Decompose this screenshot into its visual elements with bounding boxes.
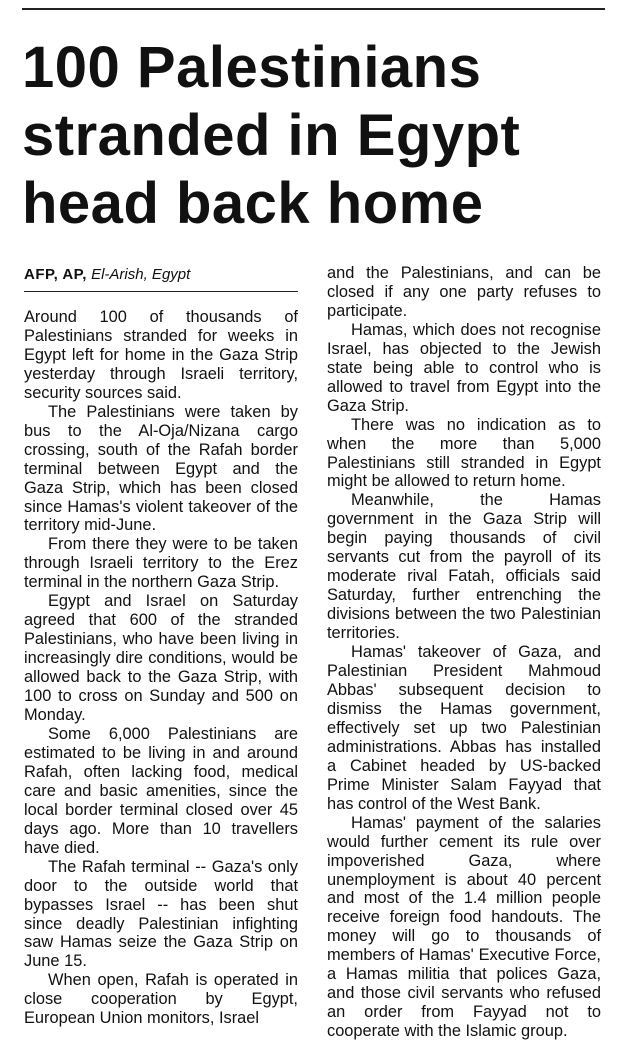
article-paragraph: Hamas, which does not recognise Israel, has objected to the Jewish state being able to control who is allowed to travel from Egypt into the Gaza Strip.: [327, 320, 601, 415]
article-paragraph: From there they were to be taken through Israeli territory to the Erez terminal in the northern Gaza Strip.: [24, 535, 298, 592]
byline-agencies: AFP, AP,: [24, 266, 87, 283]
headline-line-1: 100 Palestinians: [22, 35, 482, 100]
right-column: [327, 264, 601, 1041]
article-paragraph: Hamas' payment of the salaries would further cement its rule over impoverished Gaza, where unemployment is about 40 percent and most of the 1.4 million people receive foreign food handouts. The money will go to thousands of members of Hamas' Executive Force, a Hamas militia that polices Gaza, and those civil servants who refused an order from Fayyad not to cooperate with the Islamic group.: [327, 813, 601, 1041]
article-paragraph: Around 100 of thousands of Palestinians stranded for weeks in Egypt left for home in the Gaza Strip yesterday through Israeli territory, security sources said.: [24, 308, 298, 402]
article-paragraph: and the Palestinians, and can be closed if any one party refuses to participate.: [327, 264, 601, 320]
article-paragraph: Some 6,000 Palestinians are estimated to be living in and around Rafah, often lacking food, medical care and basic amenities, since the local border terminal closed over 45 days ago. More than 10 travellers have died.: [24, 724, 298, 857]
article-paragraph: There was no indication as to when the more than 5,000 Palestinians still stranded in Egypt might be allowed to return home.: [327, 415, 601, 491]
headline: [22, 34, 612, 238]
byline-location: El-Arish, Egypt: [91, 266, 191, 283]
top-rule: [22, 8, 605, 10]
article-paragraph: Meanwhile, the Hamas government in the Gaza Strip will begin paying thousands of civil servants cut from the payroll of its moderate rival Fatah, officials said Saturday, further entrenching the divisions between the two Palestinian territories.: [327, 491, 601, 643]
left-column: [24, 264, 298, 1028]
article-paragraph: The Rafah terminal -- Gaza's only door to the outside world that bypasses Israel -- has been shut since deadly Palestinian infighting saw Hamas seize the Gaza Strip on June 15.: [24, 857, 298, 971]
headline-line-3: head back home: [22, 171, 484, 236]
headline-line-2: stranded in Egypt: [22, 103, 521, 168]
article-paragraph: Hamas' takeover of Gaza, and Palestinian President Mahmoud Abbas' subsequent decision to dismiss the Hamas government, effectively set up two Palestinian administrations. Abbas has installed a Cabinet headed by US-backed Prime Minister Salam Fayyad that has control of the West Bank.: [327, 643, 601, 813]
article-paragraph: Egypt and Israel on Saturday agreed that 600 of the stranded Palestinians, who have been living in increasingly dire conditions, would be allowed back to the Gaza Strip, with 100 to cross on Sunday and 500 on Monday.: [24, 592, 298, 725]
article-paragraph: When open, Rafah is operated in close cooperation by Egypt, European Union monitors, Israel: [24, 971, 298, 1028]
article-paragraph: The Palestinians were taken by bus to the Al-Oja/Nizana cargo crossing, south of the Rafah border terminal between Egypt and the Gaza Strip, which has been closed since Hamas's violent takeover of the territory mid-June.: [24, 402, 298, 535]
byline: [24, 264, 298, 292]
